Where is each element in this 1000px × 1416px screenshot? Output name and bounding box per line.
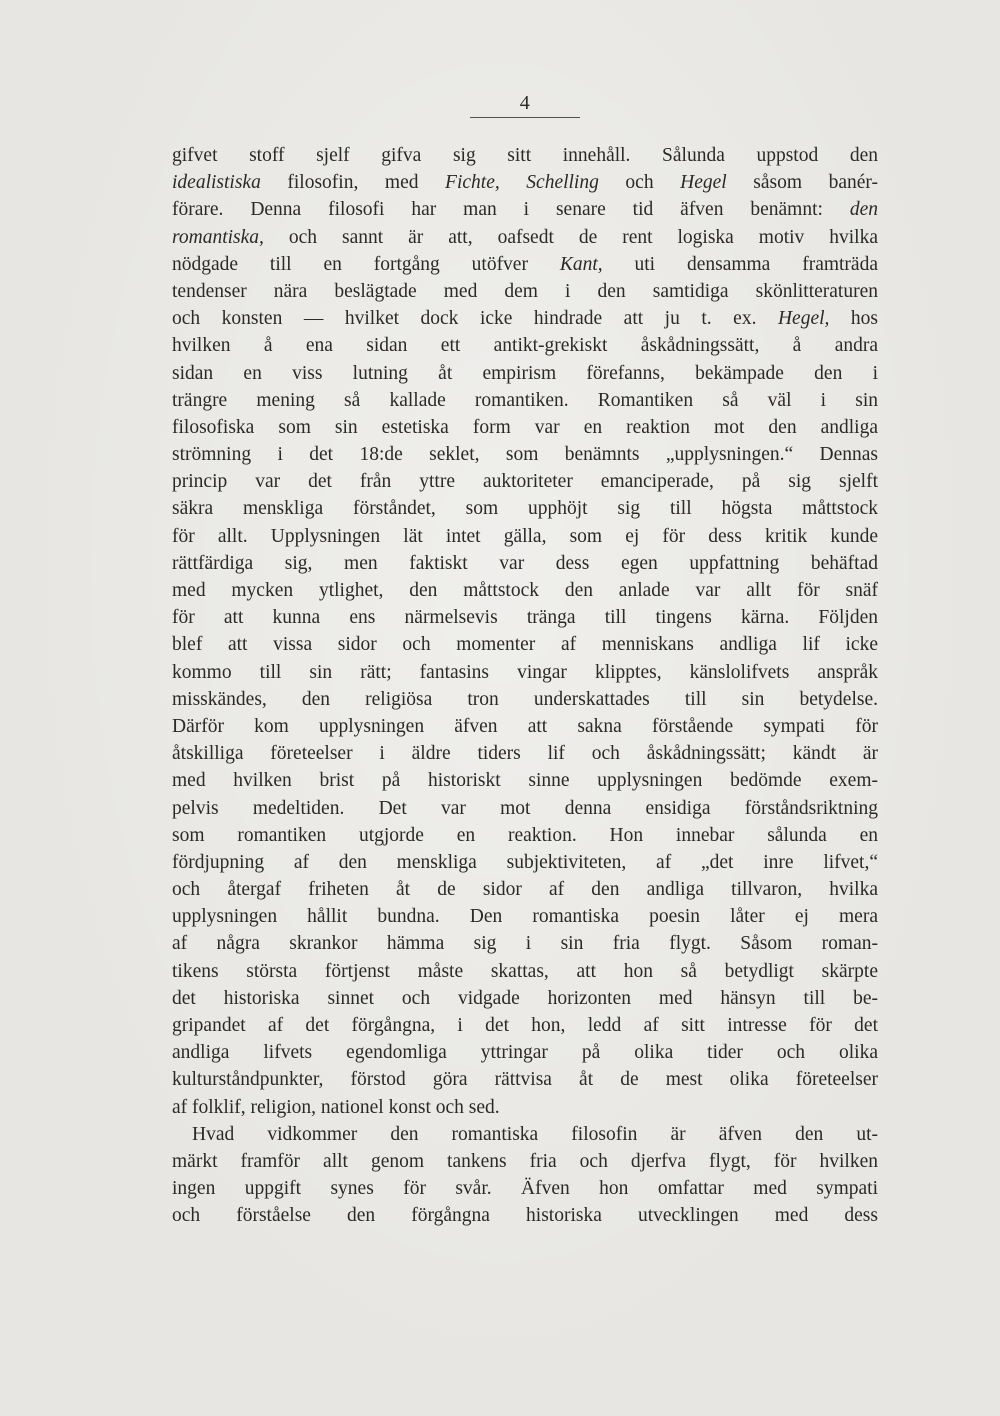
text-run: uti densamma framträda [602, 253, 878, 275]
text-line: som romantiken utgjorde en reaktion. Hon innebar sålunda en [172, 824, 878, 846]
text-line [172, 224, 878, 251]
text-line: med mycken ytlighet, den måttstock den anlade var allt för snäf [172, 580, 878, 601]
text-line: misskändes, den religiösa tron underskattades till sin betydelse. [172, 688, 878, 710]
italic-run: Hegel, [777, 308, 830, 330]
page-number: 4 [519, 92, 531, 114]
text-line: kulturståndpunkter, förstod göra rättvisa åt de mest olika företeelser [172, 1069, 878, 1091]
text-line: och återgaf friheten åt de sidor af den andliga tillvaron, hvilka [172, 879, 878, 901]
text-line: af folklif, religion, nationel konst och sed. [172, 1096, 500, 1118]
italic-run: Kant, [559, 253, 603, 275]
italic-run: Hegel [680, 172, 727, 194]
text-run: och [598, 172, 681, 194]
italic-run: romantiska, [172, 226, 264, 248]
text-line: Därför kom upplysningen äfven att sakna förstående sympati för [172, 715, 878, 737]
text-line: princip var det från yttre auktoriteter emanciperade, på sig sjelft [172, 471, 878, 493]
text-line: säkra menskliga förståndet, som upphöjt sig till högsta måttstock [172, 498, 878, 520]
text-line: upplysningen hållit bundna. Den romantiska poesin låter ej mera [172, 906, 878, 928]
text-line: fördjupning af den menskliga subjektiviteten, af „det inre lifvet,“ [172, 851, 878, 873]
text-line: pelvis medeltiden. Det var mot denna ensidiga förståndsriktning [172, 797, 878, 819]
text-line: åtskilliga företeelser i äldre tiders lif och åskådningssätt; kändt är [172, 743, 878, 765]
text-line: gripandet af det förgångna, i det hon, ledd af sitt intresse för det [172, 1015, 878, 1036]
text-line: ingen uppgift synes för svår. Äfven hon omfattar med sympati [172, 1178, 878, 1200]
text-line [172, 196, 878, 223]
text-line: tikens största förtjenst måste skattas, att hon så betydligt skärpte [172, 960, 878, 982]
text-line: för att kunna ens närmelsevis tränga till tingens kärna. Följden [172, 607, 878, 629]
text-line: hvilken å ena sidan ett antikt-grekiskt åskådningssätt, å andra [172, 335, 878, 357]
text-line: för allt. Upplysningen lät intet gälla, som ej för dess kritik kunde [172, 525, 878, 547]
body-text [172, 142, 878, 1230]
text-line: märkt framför allt genom tankens fria och djerfva flygt, för hvilken [172, 1150, 878, 1172]
text-line [172, 169, 878, 196]
text-line: blef att vissa sidor och momenter af menniskans andliga lif icke [172, 634, 878, 656]
text-line: tendenser nära beslägtade med dem i den samtidiga skönlitteraturen [172, 280, 878, 302]
text-line: det historiska sinnet och vidgade horizonten med hänsyn till be- [172, 987, 878, 1009]
text-line: kommo till sin rätt; fantasins vingar klipptes, känslolifvets anspråk [172, 661, 878, 683]
text-line: och förståelse den förgångna historiska utvecklingen med dess [172, 1205, 878, 1227]
text-line: rättfärdiga sig, men faktiskt var dess egen uppfattning behäftad [172, 552, 878, 574]
page-number-rule [470, 117, 580, 118]
text-line: gifvet stoff sjelf gifva sig sitt innehåll. Sålunda uppstod den [172, 145, 878, 166]
italic-run: den [849, 199, 878, 221]
italic-run: idealistiska [172, 172, 261, 194]
italic-run: Fichte, Schelling [445, 172, 599, 194]
text-line: Hvad vidkommer den romantiska filosofin är äfven den ut- [192, 1123, 878, 1145]
text-line: strömning i det 18:de seklet, som benämnts „upplysningen.“ Dennas [172, 444, 878, 466]
text-line: trängre mening så kallade romantiken. Romantiken så väl i sin [172, 389, 878, 411]
text-line [172, 251, 878, 278]
text-line: sidan en viss lutning åt empirism förefanns, bekämpade den i [172, 362, 878, 384]
text-run: och konsten — hvilket dock icke hindrade att ju t. ex. [172, 308, 778, 330]
text-line: andliga lifvets egendomliga yttringar på olika tider och olika [172, 1042, 878, 1064]
text-run: filosofin, med [260, 172, 446, 194]
text-line: filosofiska som sin estetiska form var en reaktion mot den andliga [172, 416, 878, 438]
text-run: såsom banér- [726, 172, 878, 194]
text-line: af några skrankor hämma sig i sin fria flygt. Såsom roman- [172, 933, 878, 955]
text-run: nödgade till en fortgång utöfver [172, 253, 560, 275]
text-line [172, 305, 878, 332]
text-run: och sannt är att, oafsedt de rent logiska motiv hvilka [263, 226, 878, 248]
text-run: förare. Denna filosofi har man i senare tid äfven benämnt: [172, 199, 850, 221]
text-line: med hvilken brist på historiskt sinne upplysningen bedömde exem- [172, 770, 878, 792]
text-run: hos [829, 308, 878, 330]
